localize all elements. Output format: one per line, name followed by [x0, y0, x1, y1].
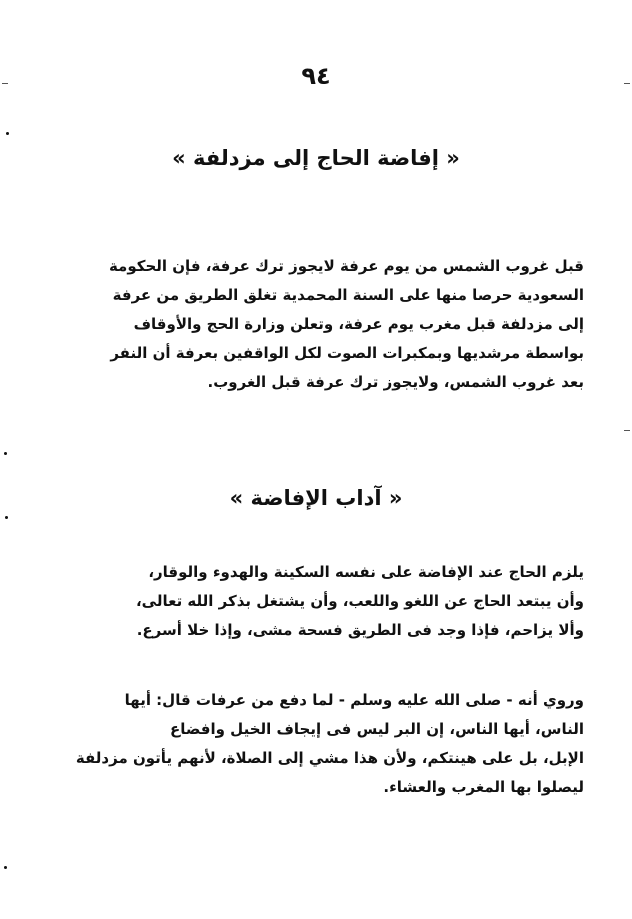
- section-heading-adab: « آداب الإفاضة »: [229, 486, 403, 510]
- text-line: وأن يبتعد الحاج عن اللغو واللعب، وأن يشتغل بذكر الله تعالى،: [135, 592, 584, 610]
- text-line: يلزم الحاج عند الإفاضة على نفسه السكينة والهدوء والوقار،: [148, 563, 584, 581]
- text-line: الناس، أيها الناس، إن البر ليس فى إيجاف الخيل وافضاع: [170, 720, 584, 738]
- scan-speck: [624, 83, 630, 84]
- scan-speck: [4, 452, 7, 455]
- scan-speck: [5, 516, 8, 519]
- page-number: ٩٤: [301, 62, 331, 90]
- paragraph-adab-2: [72, 686, 584, 802]
- scan-speck: [624, 430, 630, 431]
- text-line: وروي أنه - صلى الله عليه وسلم - لما دفع من عرفات قال: أيها: [124, 691, 584, 709]
- text-line: وألا يزاحم، فإذا وجد فى الطريق فسحة مشى، وإذا خلا أسرع.: [136, 621, 584, 639]
- scan-speck: [2, 83, 8, 84]
- paragraph-adab-1: [72, 558, 584, 645]
- text-line: ليصلوا بها المغرب والعشاء.: [383, 778, 584, 796]
- text-line: بعد غروب الشمس، ولايجوز ترك عرفة قبل الغروب.: [207, 373, 584, 391]
- text-line: بواسطة مرشديها وبمكبرات الصوت لكل الواقفين بعرفة أن النفر: [110, 344, 584, 362]
- section-heading-ifada: « إفاضة الحاج إلى مزدلفة »: [172, 146, 460, 170]
- text-line: إلى مزدلفة قبل مغرب يوم عرفة، وتعلن وزارة الحج والأوقاف: [133, 315, 584, 333]
- paragraph-ifada: [72, 252, 584, 397]
- scan-speck: [6, 132, 9, 135]
- text-line: الإبل، بل على هينتكم، ولأن هذا مشي إلى الصلاة، لأنهم يأتون مزدلفة: [75, 749, 584, 767]
- text-line: السعودية حرصا منها على السنة المحمدية تغلق الطريق من عرفة: [112, 286, 584, 304]
- scan-speck: [4, 866, 7, 869]
- text-line: قبل غروب الشمس من يوم عرفة لايجوز ترك عرفة، فإن الحكومة: [108, 257, 584, 275]
